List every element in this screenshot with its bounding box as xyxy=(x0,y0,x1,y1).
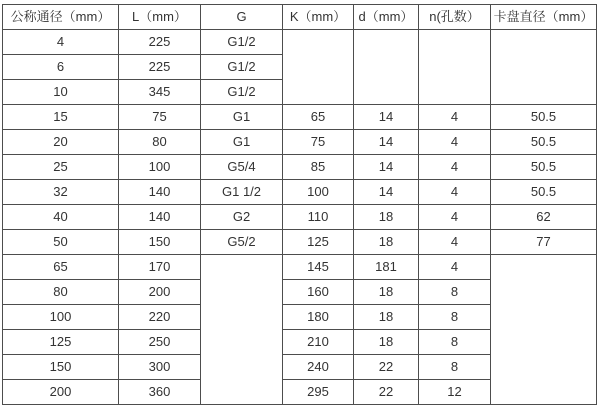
column-header: K（mm） xyxy=(283,5,354,30)
column-header: n(孔数） xyxy=(419,5,491,30)
table-row xyxy=(3,130,597,155)
table-cell: 125 xyxy=(283,230,354,255)
table-row xyxy=(3,30,597,55)
table-cell: 14 xyxy=(354,105,419,130)
table-cell: 140 xyxy=(119,180,201,205)
table-cell: 125 xyxy=(3,330,119,355)
table-cell: 100 xyxy=(283,180,354,205)
table-cell: 8 xyxy=(419,280,491,305)
table-cell: 145 xyxy=(283,255,354,280)
table-cell: 20 xyxy=(3,130,119,155)
table-cell: 250 xyxy=(119,330,201,355)
table-cell xyxy=(283,30,354,105)
column-header: d（mm） xyxy=(354,5,419,30)
table-row xyxy=(3,180,597,205)
table-cell: 8 xyxy=(419,355,491,380)
table-cell: 80 xyxy=(3,280,119,305)
table-cell: 4 xyxy=(419,105,491,130)
table-cell xyxy=(201,255,283,405)
table-cell: 150 xyxy=(3,355,119,380)
table-cell: G1/2 xyxy=(201,80,283,105)
table-cell: 225 xyxy=(119,30,201,55)
table-cell: G5/2 xyxy=(201,230,283,255)
table-cell: 345 xyxy=(119,80,201,105)
table-cell: 200 xyxy=(3,380,119,405)
table-cell: G5/4 xyxy=(201,155,283,180)
table-cell: 220 xyxy=(119,305,201,330)
table-cell: 170 xyxy=(119,255,201,280)
table-cell: 160 xyxy=(283,280,354,305)
table-cell: G1/2 xyxy=(201,30,283,55)
table-cell: 200 xyxy=(119,280,201,305)
table-cell: 150 xyxy=(119,230,201,255)
table-cell: 4 xyxy=(419,205,491,230)
table-cell: 65 xyxy=(3,255,119,280)
table-cell: G1/2 xyxy=(201,55,283,80)
table-cell: 80 xyxy=(119,130,201,155)
table-cell: 75 xyxy=(119,105,201,130)
table-row xyxy=(3,255,597,280)
table-cell: 50.5 xyxy=(491,130,597,155)
table-cell: 50 xyxy=(3,230,119,255)
table-row xyxy=(3,205,597,230)
table-cell: 12 xyxy=(419,380,491,405)
table-cell: 75 xyxy=(283,130,354,155)
table-cell: 14 xyxy=(354,180,419,205)
table-cell xyxy=(491,30,597,105)
table-cell: 18 xyxy=(354,230,419,255)
table-cell: 240 xyxy=(283,355,354,380)
table-cell: 18 xyxy=(354,305,419,330)
table-cell: 18 xyxy=(354,280,419,305)
table-cell: 18 xyxy=(354,330,419,355)
table-cell: 295 xyxy=(283,380,354,405)
table-cell xyxy=(354,30,419,105)
table-cell: 181 xyxy=(354,255,419,280)
table-cell: 77 xyxy=(491,230,597,255)
table-cell: 14 xyxy=(354,130,419,155)
table-cell: G1 xyxy=(201,105,283,130)
table-cell: 40 xyxy=(3,205,119,230)
table-cell: 110 xyxy=(283,205,354,230)
table-cell: 6 xyxy=(3,55,119,80)
table-header xyxy=(3,5,597,30)
table-cell: 14 xyxy=(354,155,419,180)
table-cell: G1 1/2 xyxy=(201,180,283,205)
column-header: 公称通径（mm） xyxy=(3,5,119,30)
table-cell: 18 xyxy=(354,205,419,230)
table-cell: 300 xyxy=(119,355,201,380)
table-row xyxy=(3,230,597,255)
column-header: 卡盘直径（mm） xyxy=(491,5,597,30)
header-row xyxy=(3,5,597,30)
table-cell: 4 xyxy=(419,230,491,255)
table-row xyxy=(3,155,597,180)
table-cell: 62 xyxy=(491,205,597,230)
table-body xyxy=(3,30,597,405)
table-cell: 4 xyxy=(419,130,491,155)
table-cell: 32 xyxy=(3,180,119,205)
table-cell: 50.5 xyxy=(491,180,597,205)
table-cell: 8 xyxy=(419,305,491,330)
table-cell: 50.5 xyxy=(491,105,597,130)
table-cell: 8 xyxy=(419,330,491,355)
table-cell: 22 xyxy=(354,355,419,380)
table-cell: 100 xyxy=(119,155,201,180)
table-cell: 65 xyxy=(283,105,354,130)
column-header: L（mm） xyxy=(119,5,201,30)
table-row xyxy=(3,105,597,130)
table-cell: 180 xyxy=(283,305,354,330)
table-cell: 4 xyxy=(3,30,119,55)
column-header: G xyxy=(201,5,283,30)
table-cell: 140 xyxy=(119,205,201,230)
table-cell: 85 xyxy=(283,155,354,180)
table-cell: 225 xyxy=(119,55,201,80)
table-cell: 100 xyxy=(3,305,119,330)
table-cell: 22 xyxy=(354,380,419,405)
table-cell: 10 xyxy=(3,80,119,105)
table-cell: 360 xyxy=(119,380,201,405)
table-cell: G1 xyxy=(201,130,283,155)
table-cell: 4 xyxy=(419,180,491,205)
table-cell: G2 xyxy=(201,205,283,230)
table-cell xyxy=(419,30,491,105)
spec-table xyxy=(2,4,597,405)
table-cell: 50.5 xyxy=(491,155,597,180)
table-cell: 210 xyxy=(283,330,354,355)
table-cell: 4 xyxy=(419,155,491,180)
table-cell: 15 xyxy=(3,105,119,130)
table-cell: 25 xyxy=(3,155,119,180)
table-cell: 4 xyxy=(419,255,491,280)
table-cell xyxy=(491,255,597,405)
